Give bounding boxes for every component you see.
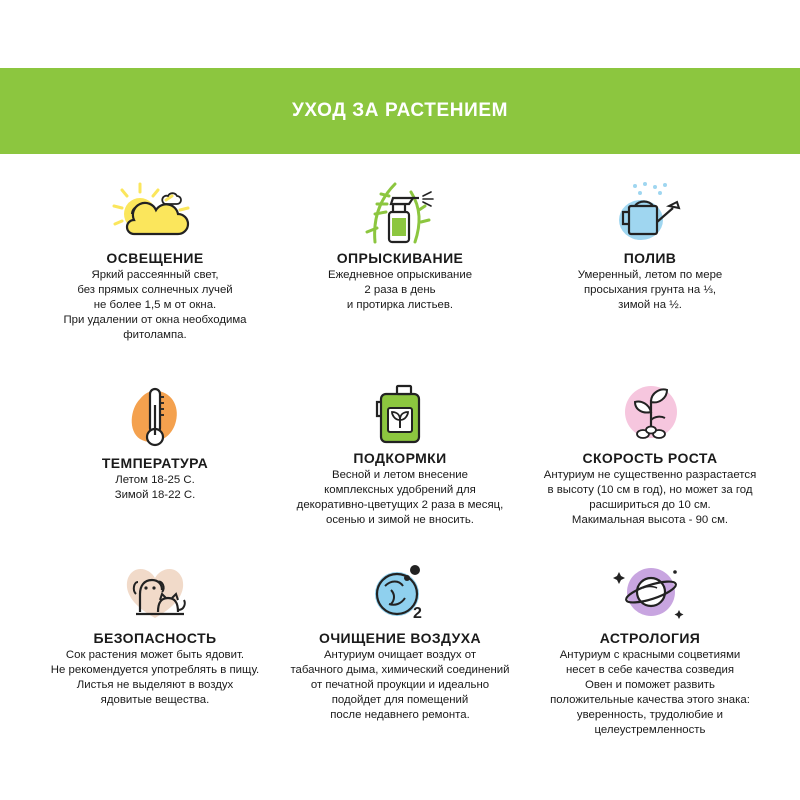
- sprout-icon: [605, 380, 695, 444]
- card-text: Умеренный, летом по мере просыхания грунта на ⅓, зимой на ½.: [577, 269, 723, 311]
- card-title: ОСВЕЩЕНИЕ: [106, 250, 204, 266]
- card-safety: [30, 560, 280, 708]
- fertilizer-canister-icon: [355, 380, 445, 444]
- card-astrology: [525, 560, 775, 738]
- card-watering: [525, 180, 775, 313]
- card-temperature: [30, 385, 280, 503]
- spray-bottle-icon: [355, 180, 445, 244]
- card-title: ОЧИЩЕНИЕ ВОЗДУХА: [319, 630, 481, 646]
- card-text: Летом 18-25 С. Зимой 18-22 С.: [114, 474, 196, 501]
- card-title: ТЕМПЕРАТУРА: [101, 455, 209, 471]
- watering-can-icon: [605, 180, 695, 244]
- planet-icon: [605, 560, 695, 624]
- card-title: ПОЛИВ: [623, 250, 677, 266]
- air-purification-icon: [355, 560, 445, 624]
- card-fertilizing: [275, 380, 525, 528]
- card-text: Ежедневное опрыскивание 2 раза в день и протирка листьев.: [327, 269, 473, 311]
- page-title: УХОД ЗА РАСТЕНИЕМ: [291, 100, 509, 121]
- card-title: БЕЗОПАСНОСТЬ: [93, 630, 217, 646]
- card-text: Сок растения может быть ядовит. Не рекомендуется употреблять в пищу. Листья не выделяют в воздух ядовитые вещества.: [50, 649, 260, 706]
- card-lighting: [30, 180, 280, 343]
- pets-icon: [110, 560, 200, 624]
- card-text: Антуриум очищает воздух от табачного дыма, химический соединений от печатной проукции и идеально подойдет для помещений после недавнего ремонта.: [290, 649, 510, 721]
- card-spraying: [275, 180, 525, 313]
- header-banner: [0, 68, 800, 154]
- card-text: Яркий рассеянный свет, без прямых солнечных лучей не более 1,5 м от окна. При удалении от окна необходима фитолампа.: [63, 269, 247, 341]
- card-growth-rate: [525, 380, 775, 528]
- thermometer-icon: [110, 385, 200, 449]
- svg-text:2: 2: [413, 605, 422, 622]
- card-title: ОПРЫСКИВАНИЕ: [336, 250, 464, 266]
- card-text: Весной и летом внесение комплексных удобрений для декоративно-цветущих 2 раза в месяц, осенью и зимой не вносить.: [296, 469, 504, 526]
- card-text: Антуриум не существенно разрастается в высоту (10 см в год), но может за год расшириться до 10 см. Макимальная высота - 90 см.: [543, 469, 757, 526]
- card-title: ПОДКОРМКИ: [353, 450, 447, 466]
- sun-cloud-icon: [110, 180, 200, 244]
- card-title: СКОРОСТЬ РОСТА: [582, 450, 718, 466]
- card-air-purification: [275, 560, 525, 723]
- card-title: АСТРОЛОГИЯ: [599, 630, 701, 646]
- card-text: Антуриум с красными соцветиями несет в себе качества созведия Овен и поможет развить положительные качества этого знака: уверенность, трудолюбие и целеустремленность: [550, 649, 750, 736]
